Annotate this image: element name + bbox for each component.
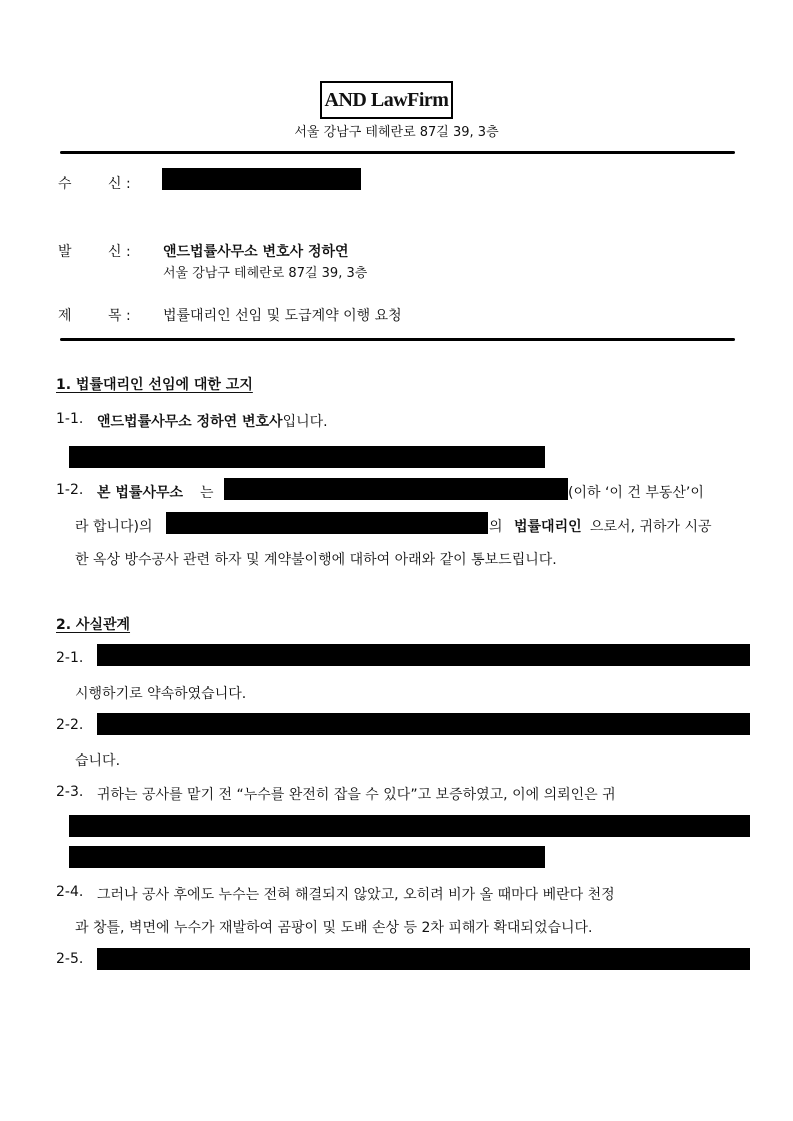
redacted-line-2-3a <box>69 815 750 837</box>
recipient-label-a: 수 <box>58 176 72 192</box>
sender-address: 서울 강남구 테헤란로 87길 39, 3층 <box>163 266 368 281</box>
firm-address: 서울 강남구 테헤란로 87길 39, 3층 <box>294 125 499 140</box>
para-1-2-b: (이하 ‘이 건 부동산’이 <box>568 485 704 501</box>
firm-logo <box>320 81 453 119</box>
para-1-2-bold: 본 법률사무소 <box>97 485 184 501</box>
para-1-2-d: 의 <box>489 519 503 535</box>
para-1-2-e: 으로서, 귀하가 시공 <box>590 519 712 535</box>
para-2-2-cont: 습니다. <box>75 753 121 769</box>
subject-divider <box>60 338 735 341</box>
para-2-4-number: 2-4. <box>56 884 84 900</box>
para-2-5-number: 2-5. <box>56 951 84 967</box>
para-1-2-a: 는 <box>200 485 214 501</box>
section-2-heading: 2. 사실관계 <box>56 617 131 633</box>
para-1-1-rest: 입니다. <box>282 414 328 430</box>
para-1-2-c: 라 합니다)의 <box>75 519 153 535</box>
redacted-line-2-3b <box>69 846 545 868</box>
para-1-1-bold: 앤드법률사무소 정하연 변호사 <box>97 414 283 430</box>
firm-logo-text: AND LawFirm <box>324 88 449 111</box>
redacted-property <box>224 478 568 500</box>
redacted-line-1-1 <box>69 446 545 468</box>
para-1-2-bold2: 법률대리인 <box>514 519 582 535</box>
header-divider <box>60 151 735 154</box>
para-2-3-text: 귀하는 공사를 맡기 전 “누수를 완전히 잡을 수 있다”고 보증하였고, 이에 의뢰인은 귀 <box>97 787 616 803</box>
subject-label-a: 제 <box>58 308 72 324</box>
para-2-4-text: 그러나 공사 후에도 누수는 전혀 해결되지 않았고, 오히려 비가 올 때마다 베란다 천정 <box>97 887 615 903</box>
sender-label-a: 발 <box>58 244 72 260</box>
para-1-1-text <box>97 411 328 431</box>
para-2-2-number: 2-2. <box>56 717 84 733</box>
subject-label-b: 목 : <box>108 308 131 324</box>
para-1-1-number: 1-1. <box>56 411 84 427</box>
sender-name: 앤드법률사무소 변호사 정하연 <box>163 244 349 260</box>
redacted-client <box>166 512 488 534</box>
redacted-line-2-2 <box>97 713 750 735</box>
redacted-line-2-1 <box>97 644 750 666</box>
sender-label-b: 신 : <box>108 244 131 260</box>
redacted-recipient <box>162 168 361 190</box>
para-2-3-number: 2-3. <box>56 784 84 800</box>
section-1-heading: 1. 법률대리인 선임에 대한 고지 <box>56 377 253 393</box>
para-2-4-cont: 과 창틀, 벽면에 누수가 재발하여 곰팡이 및 도배 손상 등 2차 피해가 확대되었습니다. <box>75 920 593 936</box>
para-1-2-number: 1-2. <box>56 482 84 498</box>
para-2-1-number: 2-1. <box>56 650 84 666</box>
para-2-1-cont: 시행하기로 약속하였습니다. <box>75 686 247 702</box>
subject-text: 법률대리인 선임 및 도급계약 이행 요청 <box>163 308 402 324</box>
recipient-label-b: 신 : <box>108 176 131 192</box>
para-1-2-f: 한 옥상 방수공사 관련 하자 및 계약불이행에 대하여 아래와 같이 통보드립니다. <box>75 552 557 568</box>
redacted-line-2-5 <box>97 948 750 970</box>
